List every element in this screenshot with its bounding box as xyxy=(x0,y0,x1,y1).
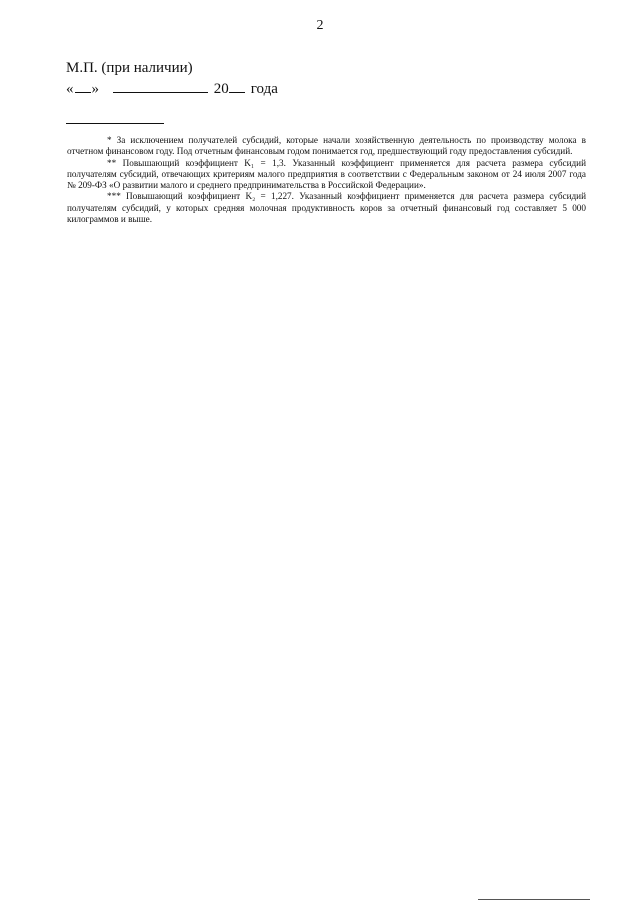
footnote-2: ** Повышающий коэффициент K₁ = 1,3. Указанный коэффициент применяется для расчета размера субсидий получателям субсидий, отвечающих критериям малого предприятия в соответствии с Федеральным законом от 24 июля 2007 года № 209-ФЗ «О развитии малого и среднего предпринимательства в Российской Федерации». xyxy=(67,157,586,191)
page-number: 2 xyxy=(316,18,324,33)
month-blank xyxy=(113,79,208,93)
stamp-label: М.П. (при наличии) xyxy=(66,60,193,76)
close-quote: » xyxy=(91,81,99,97)
footnote-1: * За исключением получателей субсидий, которые начали хозяйственную деятельность по производству молока в отчетном финансовом году. Под отчетным финансовым годом понимается год, предшествующий году предоставления субсидий. xyxy=(67,135,586,157)
footnote-separator xyxy=(66,123,164,124)
day-blank xyxy=(75,79,91,93)
year-suffix: года xyxy=(250,81,278,97)
date-line xyxy=(66,79,278,98)
footnotes xyxy=(67,135,586,225)
footnote-3: *** Повышающий коэффициент K₂ = 1,227. Указанный коэффициент применяется для расчета размера субсидий получателям субсидий, у которых средняя молочная продуктивность коров за отчетный финансовый год составляет 5 000 килограммов и выше. xyxy=(67,191,586,225)
year-blank xyxy=(229,79,245,93)
year-prefix: 20 xyxy=(213,81,229,97)
scan-edge-line xyxy=(478,899,590,900)
open-quote: « xyxy=(66,81,74,97)
